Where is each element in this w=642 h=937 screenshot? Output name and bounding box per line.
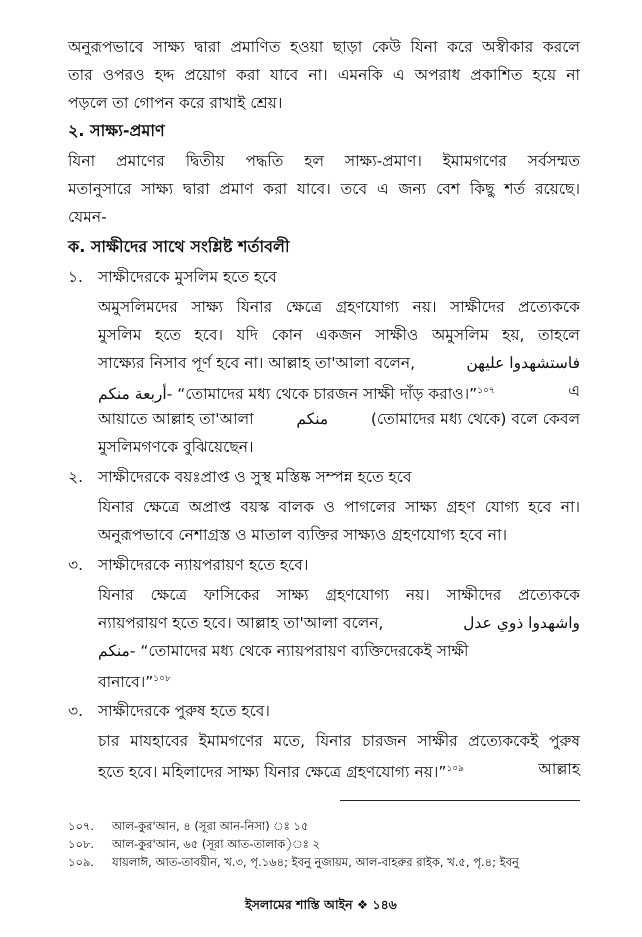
item-text: ন্যায়পরায়ণ হতে হবে। আল্লাহ তা'আলা বলেন, [98,614,384,632]
item-line: মুসলিম হতে হবে। যদি কোন একজন সাক্ষীও অমুসলিম হয়, তাহলে [98,326,580,344]
item-text: হতে হবে। মহিলাদের সাক্ষ্য যিনার ক্ষেত্রে গ্রহণযোগ্য নয়।” [98,763,447,781]
item-number: ২. [68,468,84,486]
item-text: এ [568,382,580,400]
arabic-verse: أربعة منكم [98,385,167,403]
footnote-ref[interactable]: ১০৮ [153,674,171,684]
item-line: যিনার ক্ষেত্রে অপ্রাপ্ত বয়স্ক বালক ও পাগলের সাক্ষ্য গ্রহণ যোগ্য হবে না। [98,498,580,516]
footnote-number: ১০৯. [68,855,95,869]
paragraph-line: মতানুসারে সাক্ষ্য দ্বারা প্রমাণ করা যাবে। তবে এ জন্য বেশ কিছু শর্ত রয়েছে। [68,180,580,198]
arabic-word: منكم [98,642,130,660]
footnote-number: ১০৮. [68,837,95,851]
item-line: চার মাযহাবের ইমামগণের মতে, যিনার চারজন সাক্ষীর প্রত্যেককেই পুরুষ [98,732,580,750]
item-line: অনুরূপভাবে নেশাগ্রস্ত ও মাতাল ব্যক্তির সাক্ষ্যও গ্রহণযোগ্য হবে না। [98,526,507,544]
footnote [68,818,308,834]
footnote [68,854,519,870]
footnote-number: ১০৭. [68,819,95,833]
item-line [98,610,580,636]
footnote-divider [340,800,580,801]
footnote-text: যায়লাঈ, আত-তাবয়ীন, খ.৩, পৃ.১৬৪; ইবনু নুজায়ম, আল-বাহরুর রাইক, খ.৫, পৃ.৪; ইবনু [112,855,519,869]
item-number: ৩. [68,702,84,720]
item-line: মুসলিমগণকে বুঝিয়েছেন। [98,438,254,456]
item-text: বানাবে।” [98,673,154,691]
paragraph-line: পড়লে তা গোপন করে রাখাই শ্রেয়। [68,94,283,112]
item-text: আয়াতে আল্লাহ তা'আলা [98,410,254,428]
page-footer: ইসলামের শাস্তি আইন ❖ ১৪৬ [245,897,397,912]
item-text: - “তোমাদের মধ্য থেকে ন্যায়পরায়ণ ব্যক্তিদেরকেই সাক্ষী [129,642,469,660]
item-text: আল্লাহ [538,760,580,778]
item-title: সাক্ষীদেরকে পুরুষ হতে হবে। [98,702,270,720]
item-number: ৩. [68,556,84,574]
subsection-heading: ক. সাক্ষীদের সাথে সংশ্লিষ্ট শর্তাবলী [68,237,290,256]
arabic-verse: واشهدوا ذوي عدل [463,614,580,632]
item-line: অমুসলিমদের সাক্ষ্য যিনার ক্ষেত্রে গ্রহণযোগ্য নয়। সাক্ষীদের প্রত্যেককে [98,298,580,316]
section-heading: ২. সাক্ষ্য-প্রমাণ [68,121,165,140]
item-line [98,378,580,407]
paragraph-line: তার ওপরও হদ্দ প্রয়োগ করা যাবে না। এমনকি এ অপরাধ প্রকাশিত হয়ে না [68,66,580,84]
footnote-ref[interactable]: ১০৯ [446,764,464,774]
item-line [98,350,580,376]
item-line [98,638,580,664]
footnote-ref[interactable]: ১০৭ [477,386,495,396]
footnote [68,836,320,852]
item-title: সাক্ষীদেরকে বয়ঃপ্রাপ্ত ও সুস্থ মস্তিষ্ক সম্পন্ন হতে হবে [98,468,412,486]
arabic-verse: فاستشهدوا عليهن [466,354,580,372]
item-line [98,406,580,432]
item-title: সাক্ষীদেরকে মুসলিম হতে হবে [98,268,277,286]
item-line: যিনার ক্ষেত্রে ফাসিকের সাক্ষ্য গ্রহণযোগ্য নয়। সাক্ষীদের প্রত্যেককে [98,586,580,604]
paragraph-line: অনুরূপভাবে সাক্ষ্য দ্বারা প্রমাণিত হওয়া ছাড়া কেউ যিনা করে অস্বীকার করলে [68,38,580,56]
item-title: সাক্ষীদেরকে ন্যায়পরায়ণ হতে হবে। [98,556,309,574]
item-text: (তোমাদের মধ্য থেকে) বলে কেবল [370,410,580,428]
item-text: সাক্ষ্যের নিসাব পূর্ণ হবে না। আল্লাহ তা'আলা বলেন, [98,354,416,372]
footnote-text: আল-কুর'আন, ৬৫ (সূরা আত-তালাক)ঃ ২ [112,837,320,851]
item-line [98,756,580,785]
paragraph-line: যেমন- [68,208,107,226]
item-number: ১. [68,268,83,286]
item-text: - “তোমাদের মধ্য থেকে চারজন সাক্ষী দাঁড় করাও।” [166,385,478,403]
paragraph-line: যিনা প্রমাণের দ্বিতীয় পদ্ধতি হল সাক্ষ্য-প্রমাণ। ইমামগণের সর্বসম্মত [68,152,580,170]
footnote-text: আল-কুর'আন, ৪ (সূরা আন-নিসা) ঃ ১৫ [112,819,309,833]
arabic-word: منكم [296,410,329,428]
item-line [98,666,171,695]
